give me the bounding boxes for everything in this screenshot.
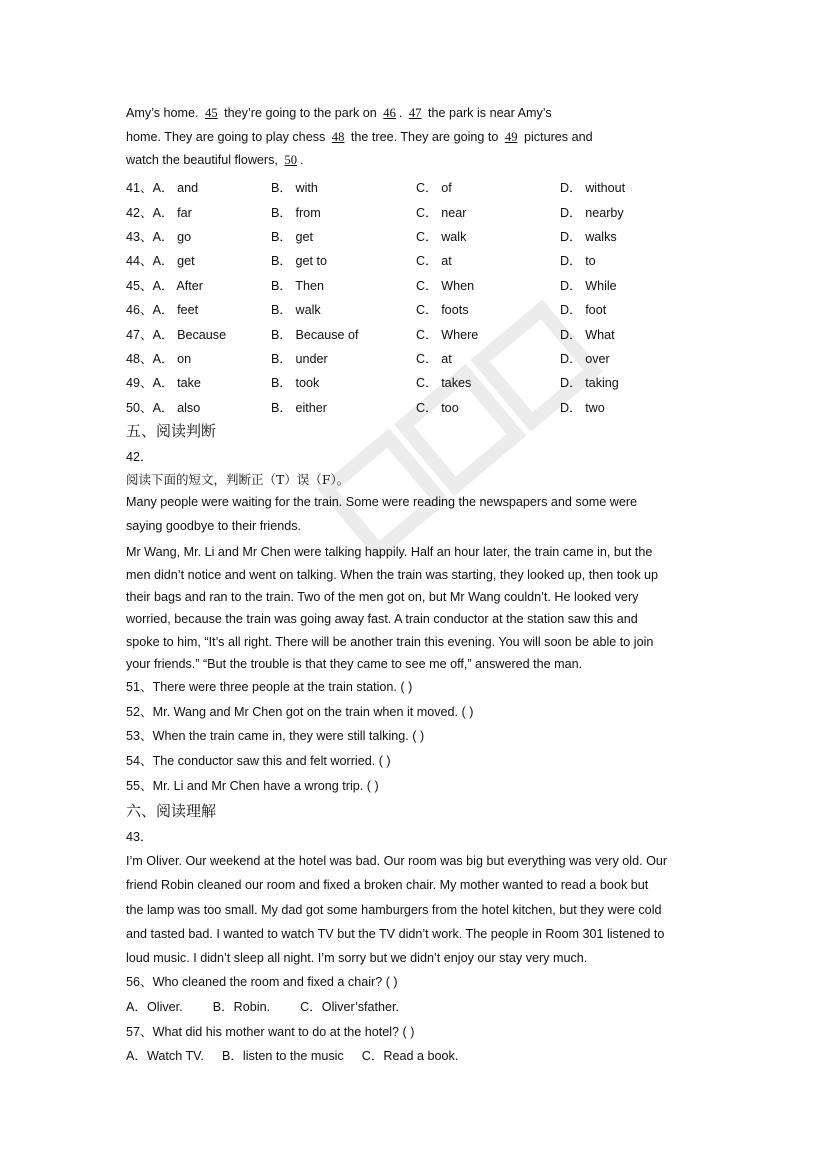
question-57: 57、What did his mother want to do at the hotel? ( ) [126, 1024, 415, 1039]
section-heading-5: 五、阅读判断 [126, 422, 217, 441]
option-row-44: 44、A． get B． get to C． at D． to [126, 254, 596, 269]
blank-48: 48 [331, 129, 345, 144]
question-56: 56、Who cleaned the room and fixed a chair? ( ) [126, 975, 398, 990]
question-54: 54、The conductor saw this and felt worried. ( ) [126, 753, 391, 768]
option-row-43: 43、A． go B． get C． walk D． walks [126, 229, 617, 244]
passage-paragraph: Many people were waiting for the train. Some were reading the newspapers and some were saying goodbye to their friends. [126, 495, 638, 533]
blank-49: 49 [504, 129, 518, 144]
options-table [126, 175, 706, 419]
question-51: 51、There were three people at the train station. ( ) [126, 680, 413, 695]
instruction-text: 阅读下面的短文，判断正（T）误（F）。 [126, 472, 350, 488]
blank-50: 50 [284, 153, 297, 167]
question-number-43: 43． [126, 830, 153, 845]
question-55: 55、Mr. Li and Mr Chen have a wrong trip. ( ) [126, 778, 379, 793]
blank-46: 46 [383, 106, 396, 120]
option-row-47: 47、A． Because B． Because of C． Where D． What [126, 327, 615, 342]
option-row-41: 41、A． and B． with C． of D． without [126, 181, 626, 196]
question-53: 53、When the train came in, they were still talking. ( ) [126, 729, 425, 744]
blank-45: 45 [205, 106, 218, 120]
question-number-42: 42． [126, 450, 153, 465]
option-row-42: 42、A． far B． from C． near D． nearby [126, 205, 624, 220]
passage-paragraph: I’m Oliver. Our weekend at the hotel was bad. Our room was big but everything was very old. Our friend Robin cleaned our room and fixed a broken chair. My mother wanted to read a book but the lamp was too small. My dad got some hamburgers from the hotel kitchen, but they were cold and tasted bad. I wanted to watch TV but the TV didn’t work. The people in Room 301 listened to loud music. I didn’t sleep all night. I’m sorry but we didn’t enjoy our stay very much. [126, 854, 668, 965]
cloze-line-1: Amy’s home. 45 they’re going to the park on 46 . 47 the park is near Amy’s [126, 106, 552, 120]
passage-paragraph: Mr Wang, Mr. Li and Mr Chen were talking happily. Half an hour later, the train came in, but the men didn’t notice and went on talking. When the train was starting, they looked up, then took up their bags and ran to the train. Two of the men got on, but Mr Wang couldn’t. He looked very worried, because the train was going away fast. A train conductor at the station saw this and spoke to him, “It’s all right. There will be another train this evening. You will soon be able to join your friends.” “But the trouble is that they came to see me off,” answered the man. [126, 545, 659, 671]
section-heading-6: 六、阅读理解 [126, 802, 217, 821]
option-row-48: 48、A． on B． under C． at D． over [126, 351, 610, 366]
blank-47: 47 [408, 106, 422, 120]
question-57-options: A．Watch TV. B．listen to the music C．Read a book. [126, 1049, 459, 1064]
question-52: 52、Mr. Wang and Mr Chen got on the train when it moved. ( ) [126, 704, 474, 719]
option-row-50: 50、A． also B． either C． too D． two [126, 400, 605, 415]
option-row-49: 49、A． take B． took C． takes D． taking [126, 376, 619, 391]
document-page [126, 102, 706, 1069]
option-row-45: 45、A． After B． Then C． When D． While [126, 278, 617, 293]
question-56-options: A．Oliver. B．Robin. C．Oliver’sfather. [126, 999, 400, 1014]
option-row-46: 46、A． feet B． walk C． foots D． foot [126, 303, 607, 318]
cloze-line-3: watch the beautiful flowers, 50 . [126, 153, 304, 167]
cloze-line-2: home. They are going to play chess 48 the tree. They are going to 49 pictures and [126, 129, 593, 144]
